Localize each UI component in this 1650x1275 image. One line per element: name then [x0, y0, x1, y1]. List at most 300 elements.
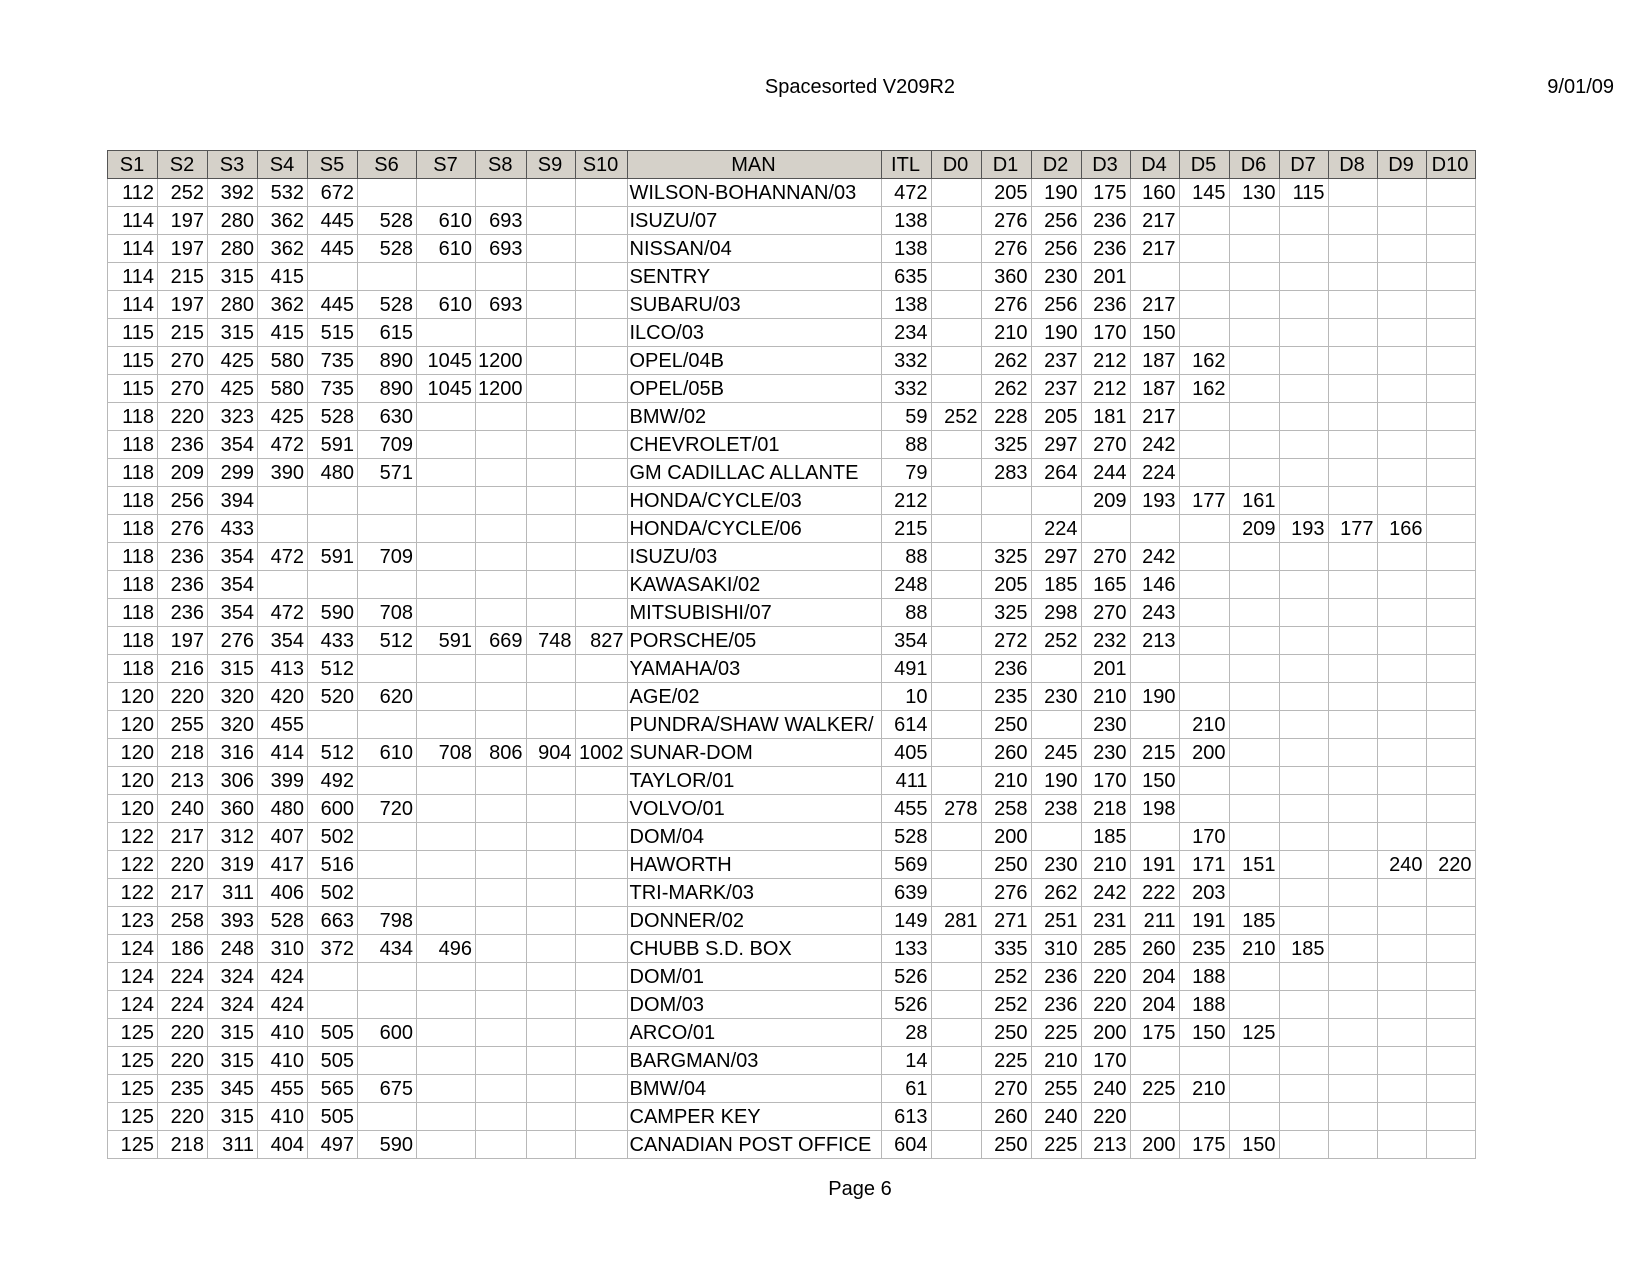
cell-s10 [575, 907, 627, 935]
table-row [108, 935, 1476, 963]
cell-s4: 472 [258, 543, 308, 571]
cell-s1: 118 [108, 487, 158, 515]
cell-d2: 310 [1031, 935, 1081, 963]
cell-d6 [1229, 459, 1279, 487]
cell-s5: 663 [308, 907, 358, 935]
cell-s3: 311 [208, 1131, 258, 1159]
cell-s10 [575, 879, 627, 907]
cell-d1: 250 [981, 711, 1031, 739]
cell-d8 [1328, 991, 1377, 1019]
cell-d8 [1328, 739, 1377, 767]
cell-d7 [1279, 879, 1328, 907]
cell-s5: 672 [308, 179, 358, 207]
cell-d2: 255 [1031, 1075, 1081, 1103]
cell-s1: 118 [108, 655, 158, 683]
cell-man: KAWASAKI/02 [627, 571, 881, 599]
cell-d5 [1179, 543, 1229, 571]
cell-d0 [931, 935, 981, 963]
cell-d8 [1328, 179, 1377, 207]
cell-itl: 354 [881, 627, 931, 655]
cell-s5: 516 [308, 851, 358, 879]
cell-s1: 124 [108, 963, 158, 991]
cell-s3: 319 [208, 851, 258, 879]
cell-s4: 399 [258, 767, 308, 795]
cell-itl: 613 [881, 1103, 931, 1131]
cell-s6 [358, 1047, 417, 1075]
cell-d5 [1179, 571, 1229, 599]
cell-d3: 170 [1081, 319, 1130, 347]
cell-s3: 315 [208, 319, 258, 347]
cell-d0 [931, 851, 981, 879]
cell-d9: 240 [1377, 851, 1426, 879]
cell-d1: 276 [981, 879, 1031, 907]
cell-d4: 215 [1130, 739, 1179, 767]
cell-s5: 520 [308, 683, 358, 711]
cell-s8 [476, 403, 527, 431]
column-header-s8: S8 [476, 151, 527, 179]
column-header-s2: S2 [158, 151, 208, 179]
cell-s2: 276 [158, 515, 208, 543]
cell-s3: 316 [208, 739, 258, 767]
cell-d7 [1279, 795, 1328, 823]
cell-d5 [1179, 1047, 1229, 1075]
cell-d3: 236 [1081, 235, 1130, 263]
column-header-man: MAN [627, 151, 881, 179]
cell-d4: 242 [1130, 543, 1179, 571]
cell-s7: 591 [417, 627, 476, 655]
cell-d7 [1279, 1131, 1328, 1159]
cell-d6 [1229, 879, 1279, 907]
cell-d6 [1229, 963, 1279, 991]
cell-d5 [1179, 207, 1229, 235]
cell-s1: 114 [108, 291, 158, 319]
cell-d8 [1328, 935, 1377, 963]
cell-d0 [931, 1047, 981, 1075]
cell-s4: 362 [258, 291, 308, 319]
cell-s2: 220 [158, 851, 208, 879]
cell-s2: 252 [158, 179, 208, 207]
cell-s9 [526, 823, 575, 851]
cell-s9 [526, 207, 575, 235]
cell-d0 [931, 375, 981, 403]
cell-s5: 735 [308, 375, 358, 403]
cell-s7 [417, 459, 476, 487]
cell-man: BMW/04 [627, 1075, 881, 1103]
cell-d6 [1229, 375, 1279, 403]
cell-d10 [1426, 991, 1475, 1019]
cell-d7 [1279, 347, 1328, 375]
cell-d10 [1426, 879, 1475, 907]
cell-d9 [1377, 1075, 1426, 1103]
cell-s10 [575, 319, 627, 347]
cell-s9 [526, 1103, 575, 1131]
cell-s8 [476, 431, 527, 459]
cell-s3: 315 [208, 1047, 258, 1075]
cell-d5: 162 [1179, 347, 1229, 375]
cell-d2 [1031, 655, 1081, 683]
cell-d4: 213 [1130, 627, 1179, 655]
cell-s4 [258, 487, 308, 515]
cell-s1: 125 [108, 1131, 158, 1159]
cell-man: CHUBB S.D. BOX [627, 935, 881, 963]
cell-d9 [1377, 655, 1426, 683]
cell-d1: 235 [981, 683, 1031, 711]
cell-d5 [1179, 767, 1229, 795]
cell-s8 [476, 851, 527, 879]
cell-d6 [1229, 795, 1279, 823]
cell-s3: 323 [208, 403, 258, 431]
cell-d4: 217 [1130, 403, 1179, 431]
cell-d6: 185 [1229, 907, 1279, 935]
cell-d5: 210 [1179, 711, 1229, 739]
cell-d7 [1279, 655, 1328, 683]
cell-s2: 216 [158, 655, 208, 683]
cell-man: DOM/03 [627, 991, 881, 1019]
cell-d4: 242 [1130, 431, 1179, 459]
cell-s1: 120 [108, 683, 158, 711]
cell-d4: 260 [1130, 935, 1179, 963]
cell-d10 [1426, 263, 1475, 291]
column-header-s9: S9 [526, 151, 575, 179]
cell-s1: 115 [108, 375, 158, 403]
cell-s4: 455 [258, 711, 308, 739]
cell-itl: 59 [881, 403, 931, 431]
cell-d7 [1279, 823, 1328, 851]
cell-s6: 590 [358, 1131, 417, 1159]
cell-s5: 512 [308, 739, 358, 767]
cell-d1: 228 [981, 403, 1031, 431]
cell-d7 [1279, 627, 1328, 655]
cell-s6 [358, 711, 417, 739]
cell-s6: 528 [358, 207, 417, 235]
cell-d8 [1328, 1047, 1377, 1075]
cell-man: TAYLOR/01 [627, 767, 881, 795]
cell-d6 [1229, 991, 1279, 1019]
cell-s8: 1200 [476, 375, 527, 403]
cell-s4: 424 [258, 991, 308, 1019]
cell-d8 [1328, 711, 1377, 739]
cell-d0 [931, 879, 981, 907]
cell-s10 [575, 571, 627, 599]
cell-s4: 472 [258, 599, 308, 627]
cell-s5: 591 [308, 431, 358, 459]
cell-d9 [1377, 1131, 1426, 1159]
cell-s1: 118 [108, 459, 158, 487]
cell-d4 [1130, 263, 1179, 291]
data-table [107, 150, 1476, 1159]
column-header-itl: ITL [881, 151, 931, 179]
cell-s7: 610 [417, 235, 476, 263]
cell-s10 [575, 431, 627, 459]
column-header-d2: D2 [1031, 151, 1081, 179]
cell-d7 [1279, 543, 1328, 571]
cell-s1: 122 [108, 823, 158, 851]
cell-d1: 205 [981, 571, 1031, 599]
cell-d3: 212 [1081, 375, 1130, 403]
cell-d2: 205 [1031, 403, 1081, 431]
cell-s3: 394 [208, 487, 258, 515]
cell-d10 [1426, 403, 1475, 431]
cell-d4 [1130, 711, 1179, 739]
cell-man: ILCO/03 [627, 319, 881, 347]
cell-d1: 276 [981, 207, 1031, 235]
cell-s9 [526, 907, 575, 935]
cell-d2: 236 [1031, 991, 1081, 1019]
cell-d0 [931, 1131, 981, 1159]
cell-d10 [1426, 739, 1475, 767]
cell-d1: 276 [981, 235, 1031, 263]
cell-s3: 280 [208, 235, 258, 263]
cell-d7 [1279, 711, 1328, 739]
cell-d5 [1179, 627, 1229, 655]
cell-s2: 255 [158, 711, 208, 739]
cell-s1: 114 [108, 235, 158, 263]
column-header-s1: S1 [108, 151, 158, 179]
cell-d9 [1377, 823, 1426, 851]
cell-itl: 635 [881, 263, 931, 291]
cell-s4: 417 [258, 851, 308, 879]
cell-d6 [1229, 823, 1279, 851]
cell-man: SENTRY [627, 263, 881, 291]
cell-d4: 200 [1130, 1131, 1179, 1159]
cell-s3: 315 [208, 1103, 258, 1131]
cell-d9 [1377, 207, 1426, 235]
cell-s2: 197 [158, 207, 208, 235]
cell-d4: 217 [1130, 235, 1179, 263]
cell-d8 [1328, 683, 1377, 711]
cell-d10 [1426, 627, 1475, 655]
cell-d3: 185 [1081, 823, 1130, 851]
table-row [108, 179, 1476, 207]
cell-s1: 122 [108, 851, 158, 879]
cell-d2: 297 [1031, 431, 1081, 459]
cell-s10: 827 [575, 627, 627, 655]
cell-s5: 502 [308, 879, 358, 907]
cell-s3: 280 [208, 207, 258, 235]
cell-s10 [575, 963, 627, 991]
cell-s9 [526, 263, 575, 291]
cell-s3: 392 [208, 179, 258, 207]
cell-man: DONNER/02 [627, 907, 881, 935]
table-row [108, 235, 1476, 263]
cell-d1 [981, 487, 1031, 515]
cell-s6: 675 [358, 1075, 417, 1103]
cell-d3: 270 [1081, 599, 1130, 627]
cell-d0 [931, 543, 981, 571]
cell-d5 [1179, 403, 1229, 431]
cell-s9 [526, 1019, 575, 1047]
cell-s4: 580 [258, 347, 308, 375]
header-row [108, 151, 1476, 179]
cell-itl: 133 [881, 935, 931, 963]
cell-s9 [526, 235, 575, 263]
cell-d2: 237 [1031, 375, 1081, 403]
cell-d8 [1328, 1075, 1377, 1103]
cell-d10 [1426, 431, 1475, 459]
cell-s2: 270 [158, 375, 208, 403]
cell-d2: 230 [1031, 683, 1081, 711]
cell-d0: 278 [931, 795, 981, 823]
cell-s7: 496 [417, 935, 476, 963]
cell-s3: 315 [208, 263, 258, 291]
cell-d10 [1426, 235, 1475, 263]
cell-s3: 248 [208, 935, 258, 963]
cell-s1: 118 [108, 515, 158, 543]
cell-d1: 276 [981, 291, 1031, 319]
cell-d3: 209 [1081, 487, 1130, 515]
cell-d7 [1279, 963, 1328, 991]
cell-d1: 262 [981, 347, 1031, 375]
cell-s7 [417, 1103, 476, 1131]
cell-d0 [931, 207, 981, 235]
cell-d7 [1279, 599, 1328, 627]
cell-d1: 225 [981, 1047, 1031, 1075]
cell-d9 [1377, 263, 1426, 291]
cell-d7 [1279, 739, 1328, 767]
cell-d2: 224 [1031, 515, 1081, 543]
cell-d8 [1328, 319, 1377, 347]
cell-d3: 220 [1081, 1103, 1130, 1131]
cell-s5: 505 [308, 1019, 358, 1047]
cell-d10 [1426, 1075, 1475, 1103]
cell-s3: 433 [208, 515, 258, 543]
cell-s2: 224 [158, 991, 208, 1019]
cell-s6 [358, 1103, 417, 1131]
cell-d4 [1130, 823, 1179, 851]
cell-s3: 345 [208, 1075, 258, 1103]
cell-s9 [526, 991, 575, 1019]
cell-d1: 250 [981, 1131, 1031, 1159]
column-header-s10: S10 [575, 151, 627, 179]
cell-d2: 185 [1031, 571, 1081, 599]
cell-s1: 115 [108, 347, 158, 375]
cell-s7 [417, 403, 476, 431]
cell-d9 [1377, 879, 1426, 907]
cell-d10 [1426, 515, 1475, 543]
table-row [108, 375, 1476, 403]
cell-s9 [526, 1047, 575, 1075]
cell-s4: 310 [258, 935, 308, 963]
cell-d7: 115 [1279, 179, 1328, 207]
cell-s8 [476, 991, 527, 1019]
cell-s9: 748 [526, 627, 575, 655]
cell-s8 [476, 655, 527, 683]
cell-s8 [476, 319, 527, 347]
cell-d6 [1229, 739, 1279, 767]
cell-d6 [1229, 235, 1279, 263]
cell-s4: 410 [258, 1019, 308, 1047]
column-header-d7: D7 [1279, 151, 1328, 179]
cell-s1: 112 [108, 179, 158, 207]
cell-d4: 225 [1130, 1075, 1179, 1103]
cell-s1: 120 [108, 739, 158, 767]
cell-s3: 360 [208, 795, 258, 823]
cell-d3: 201 [1081, 263, 1130, 291]
cell-s4: 407 [258, 823, 308, 851]
cell-d9 [1377, 935, 1426, 963]
cell-d3: 220 [1081, 991, 1130, 1019]
cell-s7 [417, 879, 476, 907]
cell-itl: 138 [881, 235, 931, 263]
table-row [108, 963, 1476, 991]
cell-d6 [1229, 543, 1279, 571]
cell-d7 [1279, 767, 1328, 795]
cell-d1: 250 [981, 851, 1031, 879]
column-header-s4: S4 [258, 151, 308, 179]
cell-s5: 433 [308, 627, 358, 655]
cell-d7 [1279, 1103, 1328, 1131]
cell-s3: 324 [208, 991, 258, 1019]
cell-d9 [1377, 795, 1426, 823]
cell-s6 [358, 963, 417, 991]
cell-s5: 492 [308, 767, 358, 795]
cell-d3: 165 [1081, 571, 1130, 599]
cell-d10 [1426, 1131, 1475, 1159]
table-row [108, 1075, 1476, 1103]
cell-s4: 410 [258, 1047, 308, 1075]
cell-d2: 245 [1031, 739, 1081, 767]
cell-d10 [1426, 655, 1475, 683]
cell-s4: 414 [258, 739, 308, 767]
cell-s6 [358, 179, 417, 207]
cell-itl: 491 [881, 655, 931, 683]
cell-s7: 1045 [417, 347, 476, 375]
cell-man: DOM/01 [627, 963, 881, 991]
cell-s4: 532 [258, 179, 308, 207]
cell-s9 [526, 935, 575, 963]
cell-itl: 79 [881, 459, 931, 487]
cell-s7 [417, 851, 476, 879]
cell-d2: 230 [1031, 851, 1081, 879]
cell-s7 [417, 599, 476, 627]
cell-d8 [1328, 1103, 1377, 1131]
cell-s5: 497 [308, 1131, 358, 1159]
cell-s6: 798 [358, 907, 417, 935]
cell-d2: 251 [1031, 907, 1081, 935]
cell-s6 [358, 515, 417, 543]
cell-d7 [1279, 235, 1328, 263]
cell-d1: 283 [981, 459, 1031, 487]
cell-d0 [931, 347, 981, 375]
cell-s10 [575, 543, 627, 571]
cell-s9 [526, 543, 575, 571]
table-row [108, 627, 1476, 655]
cell-s5: 600 [308, 795, 358, 823]
cell-d8 [1328, 403, 1377, 431]
cell-s10 [575, 1103, 627, 1131]
cell-d5: 177 [1179, 487, 1229, 515]
cell-man: ISUZU/03 [627, 543, 881, 571]
page-title: Spacesorted V209R2 [764, 76, 956, 98]
cell-man: CANADIAN POST OFFICE [627, 1131, 881, 1159]
cell-s6: 620 [358, 683, 417, 711]
cell-d8 [1328, 851, 1377, 879]
cell-s6 [358, 767, 417, 795]
cell-d3: 242 [1081, 879, 1130, 907]
cell-d7 [1279, 571, 1328, 599]
cell-s10 [575, 1047, 627, 1075]
cell-d3: 230 [1081, 739, 1130, 767]
cell-s7 [417, 963, 476, 991]
cell-s9 [526, 431, 575, 459]
cell-d6 [1229, 683, 1279, 711]
cell-s7 [417, 543, 476, 571]
cell-d9 [1377, 711, 1426, 739]
table-row [108, 823, 1476, 851]
cell-d2: 236 [1031, 963, 1081, 991]
cell-d4: 193 [1130, 487, 1179, 515]
cell-d5 [1179, 459, 1229, 487]
